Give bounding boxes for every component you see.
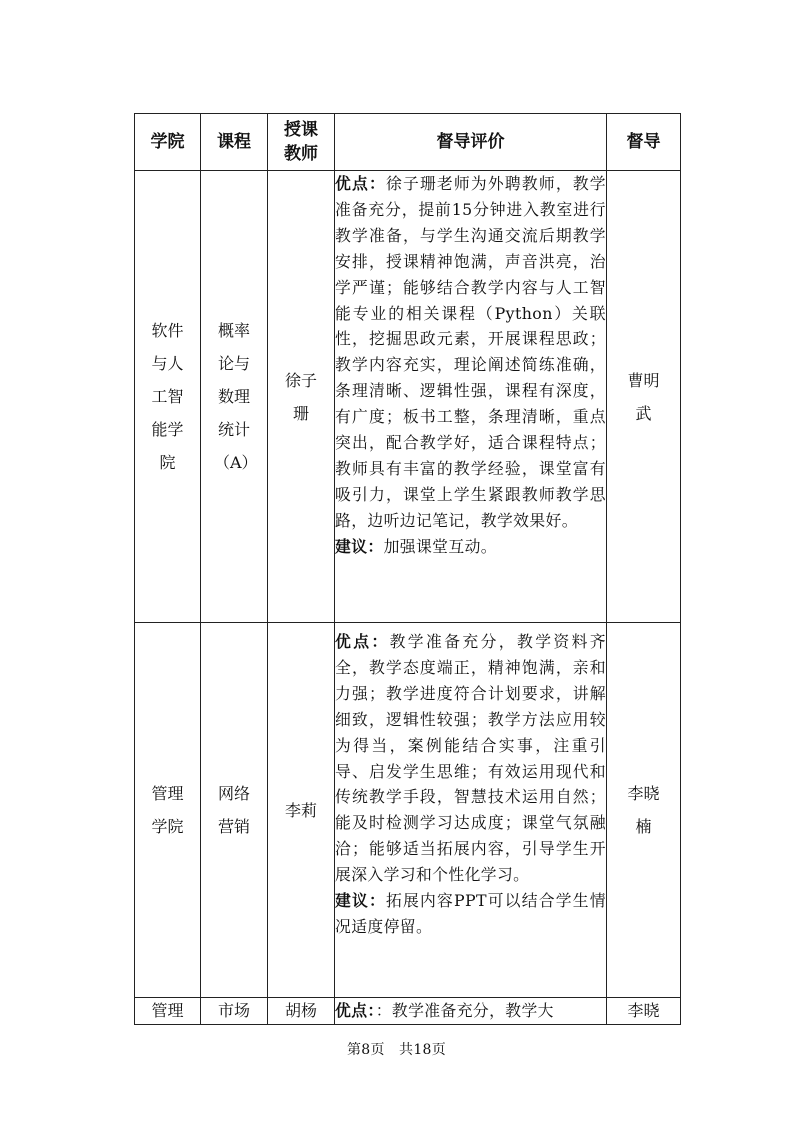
strengths-text: 教学准备充分，教学资料齐全，教学态度端正，精神饱满，亲和力强；教学进度符合计划要求，讲解细致，逻辑性较强；教学方法应用较为得当，案例能结合实事，注重引导、启发学生思维；有效运用现代和传统教学手段，智慧技术运用自然；能及时检测学习达成度；课堂气氛融洽；能够适当拓展内容，引导学生开展深入学习和个性化学习。: [335, 632, 606, 885]
header-evaluation: 督导评价: [335, 114, 607, 171]
table-row: [135, 623, 681, 998]
table-header-row: [135, 114, 681, 171]
suggestion-label: 建议：: [335, 891, 386, 911]
header-course: 课程: [201, 114, 268, 171]
strengths-text: ：教学准备充分，教学大: [375, 1001, 554, 1020]
evaluation-cell: [335, 623, 607, 998]
college-cell: 管理学院: [151, 784, 184, 836]
header-college: 学院: [135, 114, 201, 171]
evaluation-cell: [335, 171, 607, 623]
supervisor-cell: 曹明武: [627, 370, 660, 423]
strengths-label: 优点：: [335, 1001, 376, 1020]
teacher-cell: 胡杨: [284, 1001, 317, 1020]
college-cell: 软件与人工智能学院: [151, 321, 184, 472]
course-cell: 网络营销: [217, 784, 250, 836]
course-cell: 市场: [217, 1001, 250, 1020]
college-cell: 管理: [151, 1001, 184, 1020]
supervisor-cell: 李晓楠: [627, 784, 660, 836]
suggestion-text: 加强课堂互动。: [383, 536, 497, 556]
header-supervisor: 督导: [607, 114, 681, 171]
strengths-text: 徐子珊老师为外聘教师，教学准备充分，提前15分钟进入教室进行教学准备，与学生沟通交流后期教学安排，授课精神饱满，声音洪亮，治学严谨；能够结合教学内容与人工智能专业的相关课程（Python）关联性，挖掘思政元素，开展课程思政；教学内容充实，理论阐述简练准确，条理清晰、逻辑性强，课程有深度，有广度；板书工整，条理清晰，重点突出，配合教学好，适合课程特点；教师具有丰富的教学经验，课堂富有吸引力，课堂上学生紧跟教师教学思路，边听边记笔记，教学效果好。: [335, 174, 607, 530]
teacher-cell: 李莉: [284, 800, 317, 820]
teacher-cell: 徐子珊: [284, 370, 317, 423]
strengths-label: 优点：: [335, 174, 386, 193]
strengths-label: 优点：: [335, 632, 390, 651]
table-row: [135, 171, 681, 623]
evaluation-cell: [335, 998, 607, 1025]
header-teacher: 授课教师: [284, 120, 318, 164]
evaluation-table: [134, 113, 681, 1025]
suggestion-label: 建议：: [335, 536, 384, 556]
page-footer: 第8页 共18页: [346, 1042, 447, 1058]
course-cell: 概率论与数理统计（A）: [214, 321, 258, 472]
table-row: [135, 998, 681, 1025]
suggestion-text: 拓展内容PPT可以结合学生情况适度停留。: [335, 891, 606, 936]
supervisor-cell: 李晓: [627, 1001, 660, 1020]
